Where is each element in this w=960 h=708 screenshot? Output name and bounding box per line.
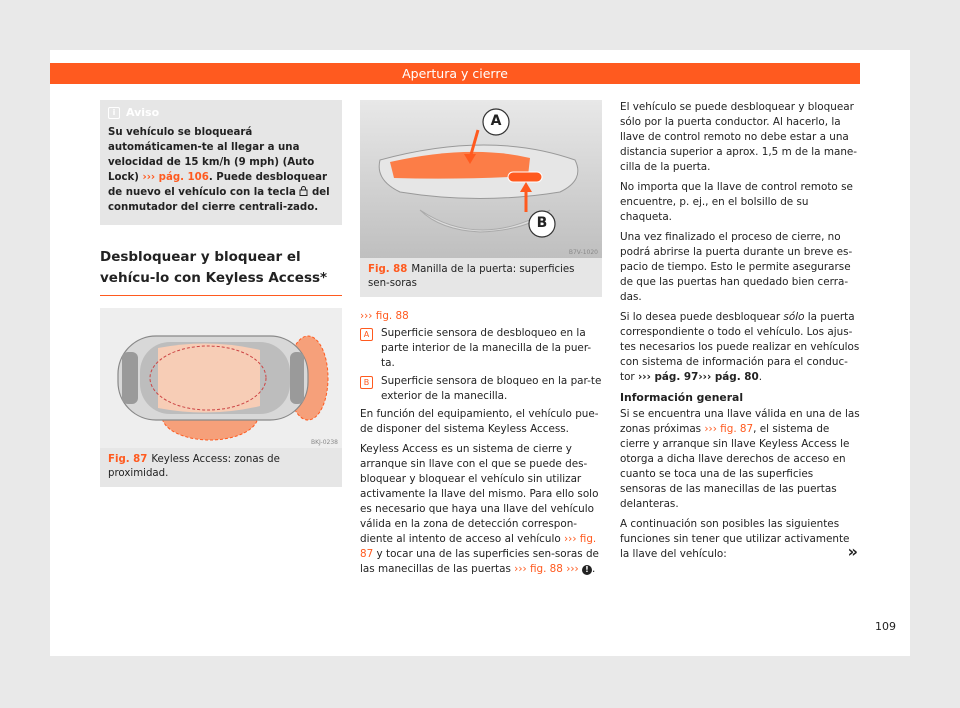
notice-text-part: Su vehículo se bloqueará automáticamen-te al llegar a una velocidad de 15 km/h (9 mph) (Auto Lock) bbox=[108, 127, 315, 183]
paragraph bbox=[620, 310, 860, 385]
marker-b: B bbox=[536, 215, 548, 231]
legend-text-a: Superficie sensora de desbloqueo en la parte interior de la manecilla de la puer-ta. bbox=[381, 327, 592, 369]
page-header: Apertura y cierre bbox=[50, 63, 860, 84]
paragraph: Una vez finalizado el proceso de cierre, no podrá abrirse la puerta durante un breve es-pacio de tiempo. Esto le permite asegurarse de que las puertas han quedado bien cerra-das. bbox=[620, 231, 853, 303]
subheading: Información general bbox=[620, 391, 744, 404]
column-middle bbox=[360, 100, 602, 582]
legend-letter-b: B bbox=[360, 376, 373, 389]
notice-text bbox=[108, 125, 334, 215]
figure-label: Fig. 87 bbox=[108, 454, 148, 465]
figure-caption-text: Manilla de la puerta: superficies sen-soras bbox=[368, 264, 575, 289]
paragraph-text: . bbox=[758, 371, 763, 383]
figure-caption bbox=[360, 258, 602, 297]
figure-caption-text: Keyless Access: zonas de proximidad. bbox=[108, 454, 280, 479]
figure-code: BKJ-0238 bbox=[310, 439, 338, 446]
warning-icon: ! bbox=[582, 565, 592, 575]
figure-ref-link[interactable]: ››› fig. 87 bbox=[704, 423, 754, 435]
paragraph-text: Si se encuentra una llave válida en una de las zonas próximas bbox=[620, 408, 860, 435]
page-number: 109 bbox=[875, 620, 896, 633]
section-title: Desbloquear y bloquear el vehícu-lo con Keyless Access* bbox=[100, 247, 342, 296]
paragraph-text: Si lo desea puede desbloquear bbox=[620, 311, 784, 323]
paragraph: En función del equipamiento, el vehículo pue-de disponer del sistema Keyless Access. bbox=[360, 408, 599, 435]
notice-text-part: . Puede desbloquear de nuevo el vehículo con la tecla bbox=[108, 172, 328, 198]
paragraph bbox=[360, 442, 602, 577]
middle-text bbox=[360, 309, 602, 577]
paragraph: No importa que la llave de control remoto se encuentre, p. ej., en el bolsillo de su chaqueta. bbox=[620, 181, 853, 223]
paragraph-emphasis: sólo bbox=[783, 311, 805, 323]
figure-87 bbox=[100, 308, 342, 487]
figure-code: B7V-1020 bbox=[568, 249, 598, 256]
notice-box bbox=[100, 100, 342, 225]
paragraph-text: , el sistema de cierre y arranque sin llave Keyless Access le otorga a dicha llave derechos de acceso en cuanto se toca una de las superficies sensoras de las manecillas de las puertas delanteras. bbox=[620, 423, 850, 510]
legend-item-a bbox=[360, 326, 602, 371]
figure-ref-link[interactable]: ››› fig. 87 bbox=[360, 533, 597, 560]
notice-title-row bbox=[108, 106, 334, 119]
figure-caption bbox=[100, 448, 342, 487]
warning-ref-link[interactable]: ››› bbox=[562, 563, 582, 575]
page-ref-link[interactable]: ››› pág. 106 bbox=[142, 172, 209, 183]
continue-marker: » bbox=[847, 542, 858, 561]
legend-item-b bbox=[360, 374, 602, 404]
notice-title: Aviso bbox=[126, 106, 160, 119]
figure-88 bbox=[360, 100, 602, 297]
paragraph-text: y tocar una de las superficies sen-soras de las manecillas de las puertas bbox=[360, 548, 599, 575]
column-right bbox=[620, 100, 860, 567]
paragraph: El vehículo se puede desbloquear y bloquear sólo por la puerta conductor. Al hacerlo, la llave de control remoto no debe estar a una distancia superior a aprox. 1,5 m de la mane-cilla de la puerta. bbox=[620, 101, 858, 173]
legend-letter-a: A bbox=[360, 328, 373, 341]
figure-ref-link[interactable]: ››› fig. 88 bbox=[514, 563, 563, 575]
column-left bbox=[100, 100, 342, 487]
info-icon: i bbox=[108, 107, 120, 119]
door-handle-illustration bbox=[360, 100, 602, 258]
figure-label: Fig. 88 bbox=[368, 264, 408, 275]
paragraph: A continuación son posibles las siguientes funciones sin tener que utilizar activamente la llave del vehículo: bbox=[620, 518, 850, 560]
door-handle-image bbox=[360, 100, 602, 258]
car-top-view-illustration bbox=[100, 308, 342, 448]
legend-text-b: Superficie sensora de bloqueo en la par-te exterior de la manecilla. bbox=[381, 375, 602, 402]
notice-text-part: del conmutador del cierre centrali-zado. bbox=[108, 187, 330, 213]
paragraph-text: . bbox=[592, 563, 596, 575]
marker-a: A bbox=[490, 113, 502, 129]
paragraph bbox=[620, 407, 860, 512]
figure-ref-link[interactable]: ››› fig. 88 bbox=[360, 310, 409, 322]
paragraph-text: la puerta correspondiente o todo el vehículo. Los ajus-tes necesarios los puede realizar en vehículos con sistema de información para el conduc-tor bbox=[620, 311, 860, 383]
paragraph-text: Keyless Access es un sistema de cierre y arranque sin llave con el que se puede des-bloquear y bloquear el vehículo sin utilizar activamente la llave del mismo. Para ello solo es necesario que haya una llave del vehículo válida en la zona de detección correspon-diente al intento de acceso al vehículo bbox=[360, 443, 599, 545]
keyless-zones-image bbox=[100, 308, 342, 448]
page-ref-link[interactable]: ››› pág. 97››› pág. 80 bbox=[638, 371, 759, 383]
